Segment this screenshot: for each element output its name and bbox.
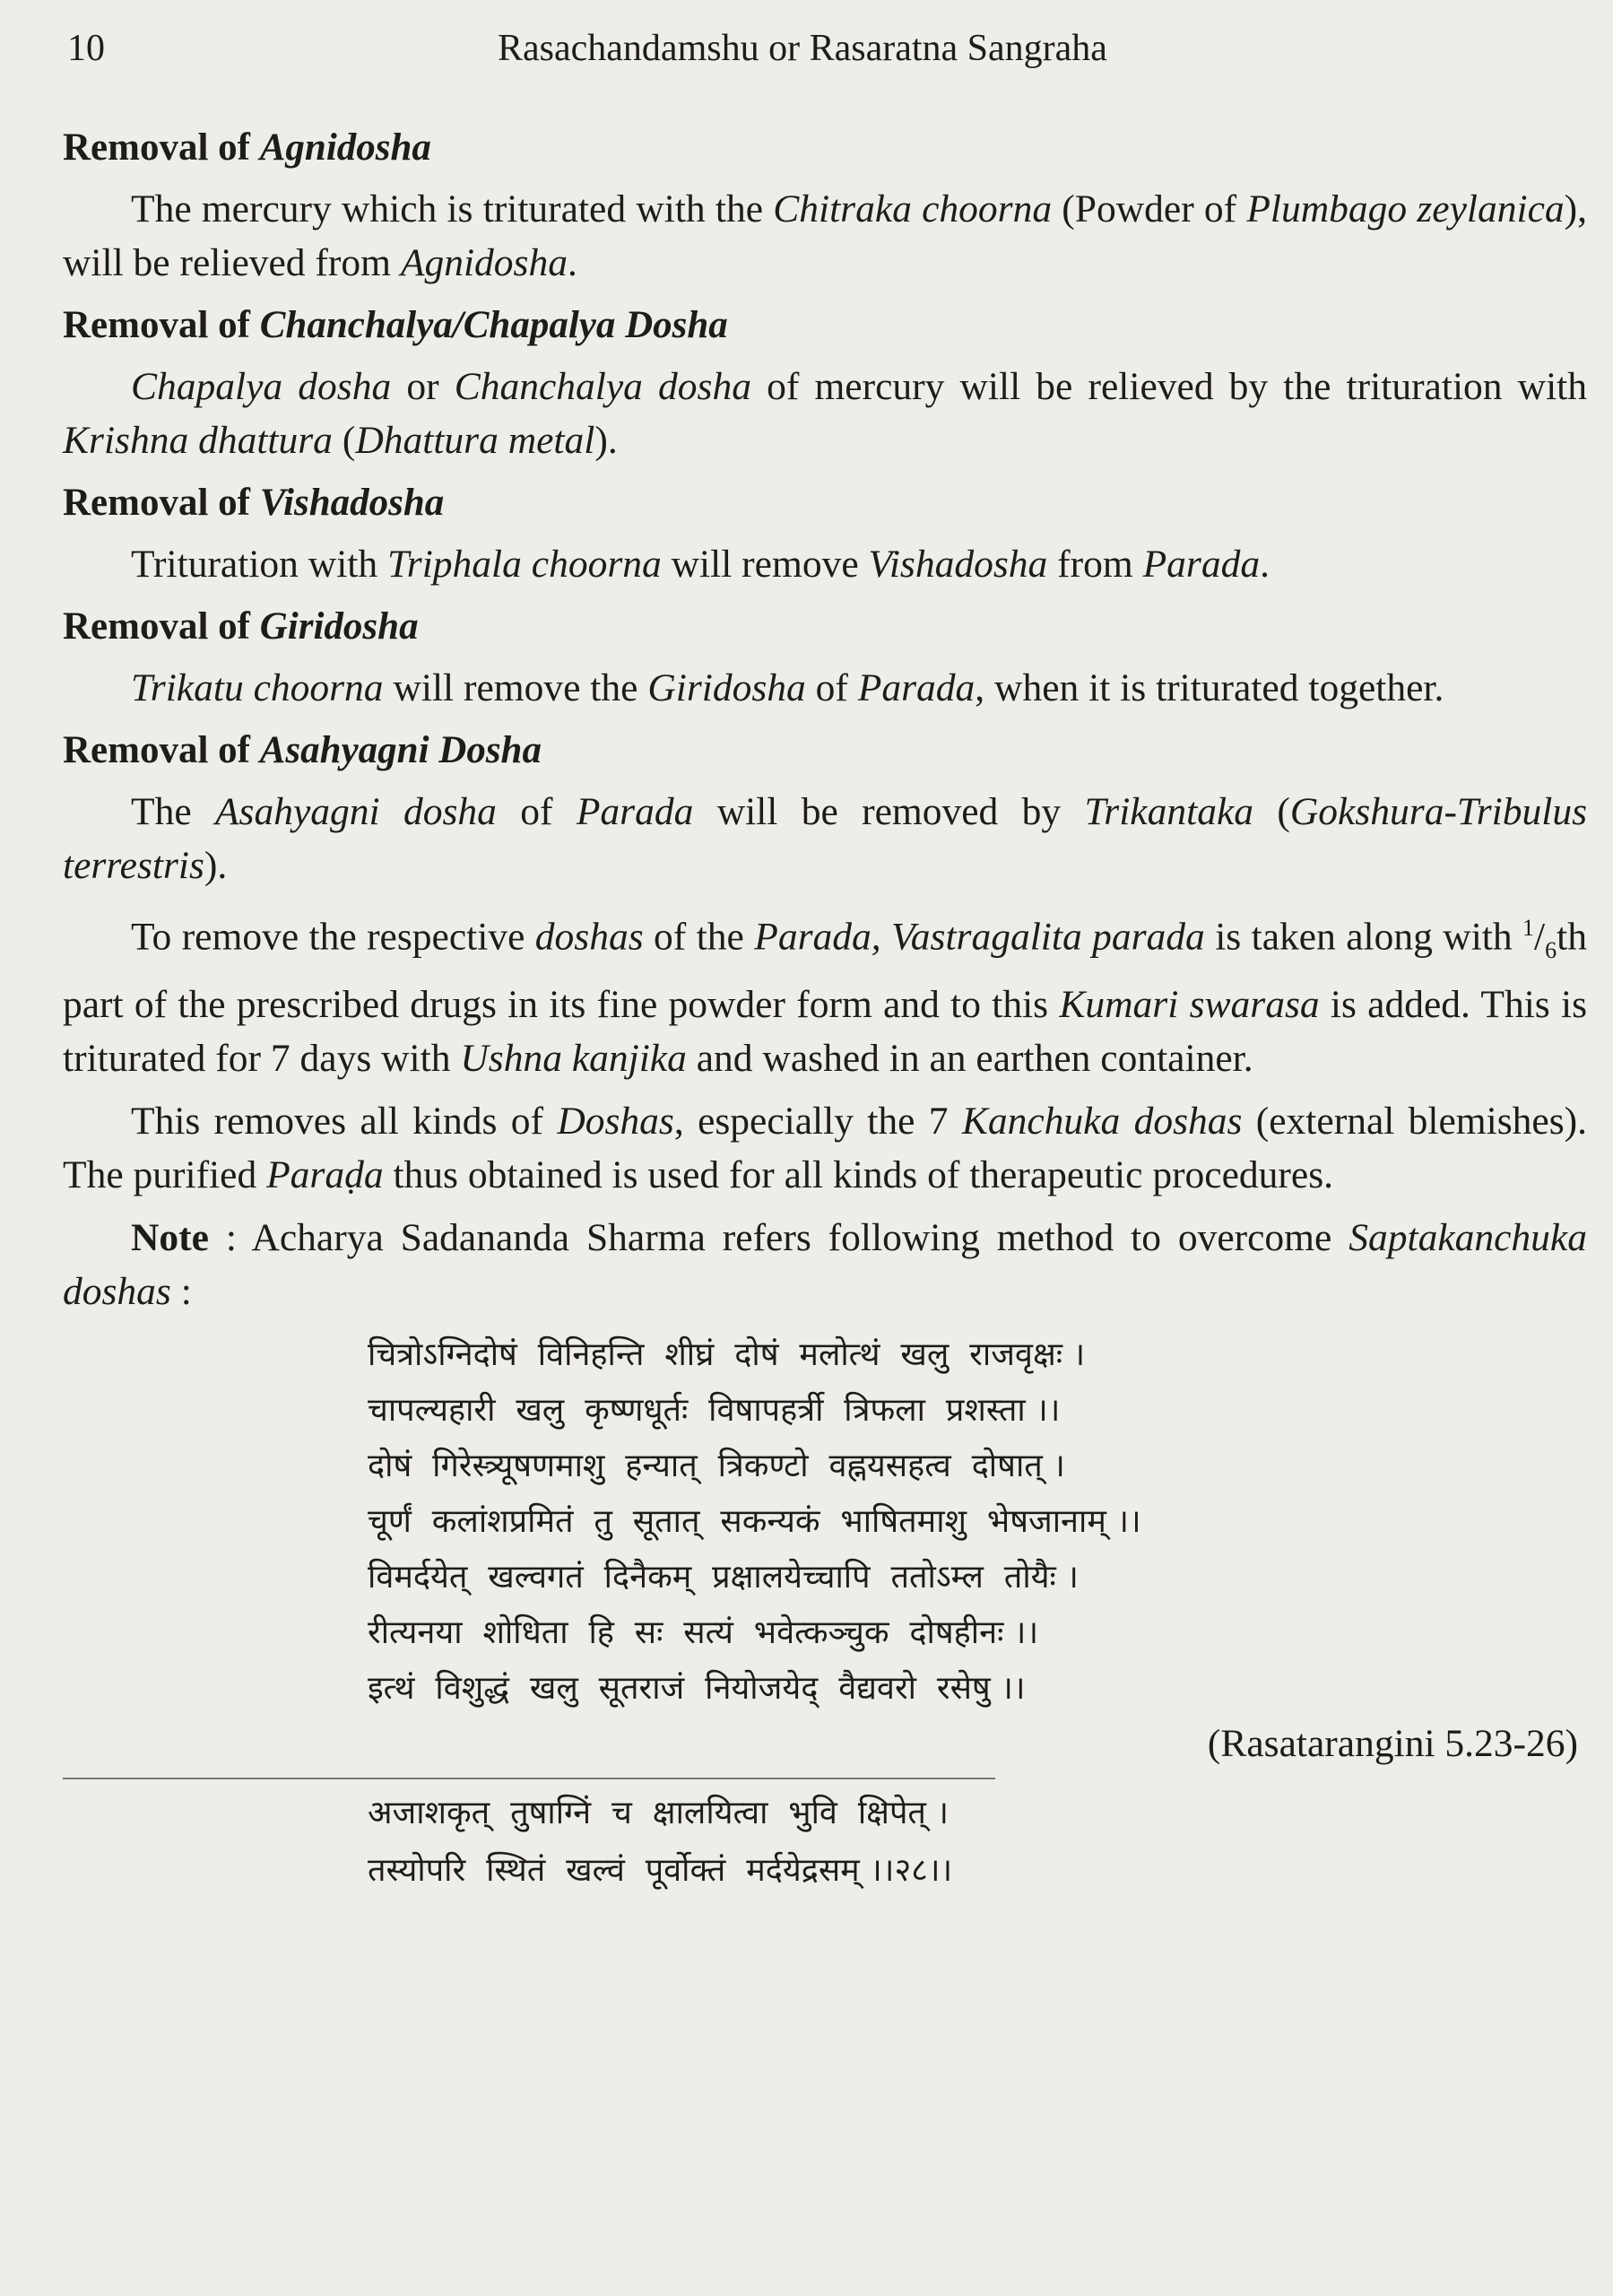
italic-term: Parada bbox=[857, 666, 976, 709]
italic-term: Gokshura-Tribulus terrestris bbox=[63, 790, 1587, 887]
section-body bbox=[63, 661, 1587, 715]
heading-prefix: Removal of bbox=[63, 304, 260, 346]
text-run: The mercury which is triturated with the bbox=[131, 187, 774, 230]
text-run: This removes all kinds of bbox=[131, 1100, 558, 1144]
section-heading bbox=[63, 724, 1587, 778]
italic-term: Vishadosha bbox=[868, 543, 1048, 586]
text-run: , especially the 7 bbox=[673, 1100, 962, 1144]
heading-term: Chanchalya/Chapalya Dosha bbox=[259, 304, 728, 346]
text-run: The bbox=[131, 790, 215, 833]
italic-term: Ushna kanjika bbox=[460, 1037, 687, 1081]
verse-citation: (Rasatarangini 5.23-26) bbox=[1207, 1722, 1578, 1766]
note-label: Note bbox=[131, 1216, 209, 1260]
text-run: ). bbox=[204, 844, 228, 887]
italic-term: doshas bbox=[534, 915, 644, 959]
footer-verse-line: अजाशकृत् तुषाग्निं च क्षालयित्वा भुवि क्षिपेत् । bbox=[368, 1795, 950, 1832]
italic-term: Krishna dhattura bbox=[63, 419, 333, 462]
fraction-numerator: 1 bbox=[1522, 915, 1535, 941]
fraction-denominator: 6 bbox=[1545, 937, 1557, 964]
page-content bbox=[63, 121, 1587, 1900]
text-run: and washed in an earthen container. bbox=[686, 1037, 1253, 1081]
text-run: or bbox=[391, 365, 455, 408]
text-run: : Acharya Sadananda Sharma refers following method to overcome bbox=[208, 1216, 1349, 1260]
text-run: thus obtained is used for all kinds of therapeutic procedures. bbox=[383, 1153, 1334, 1197]
text-run: of bbox=[805, 666, 858, 709]
text-run: is added. This is triturated for 7 days with bbox=[63, 983, 1588, 1081]
text-run: of mercury will be relieved by the trituration with bbox=[750, 365, 1587, 408]
italic-term: Doshas bbox=[557, 1100, 674, 1144]
italic-term: Parada, Vastragalita parada bbox=[754, 915, 1205, 959]
text-run: from bbox=[1047, 543, 1143, 586]
italic-term: Dhattura metal bbox=[355, 419, 595, 462]
section-body bbox=[63, 785, 1587, 892]
italic-term: Giridosha bbox=[647, 666, 806, 709]
text-run: . bbox=[567, 241, 577, 284]
verse-line: चूर्णं कलांशप्रमितं तु सूतात् सकन्यकं भाषितमाशु भेषजानाम् ।। bbox=[368, 1503, 1141, 1541]
heading-prefix: Removal of bbox=[63, 482, 260, 524]
italic-term: Saptakanchuka doshas bbox=[63, 1216, 1587, 1314]
note-paragraph bbox=[63, 1211, 1587, 1318]
italic-term: Agnidosha bbox=[400, 241, 568, 284]
italic-term: Trikatu choorna bbox=[131, 666, 384, 709]
page-number: 10 bbox=[67, 28, 105, 69]
verse-line: इत्थं विशुद्धं खलु सूतराजं नियोजयेद् वैद्यवरो रसेषु ।। bbox=[368, 1670, 1026, 1708]
italic-term: Chitraka choorna bbox=[773, 187, 1053, 230]
text-run: Trituration with bbox=[131, 543, 387, 586]
verse-line: चापल्यहारी खलु कृष्णधूर्तः विषापहर्त्री त्रिफला प्रशस्ता ।। bbox=[368, 1392, 1061, 1430]
italic-term: Chapalya dosha bbox=[131, 365, 392, 408]
italic-term: Chanchalya dosha bbox=[454, 365, 751, 408]
text-run: ), will be relieved from bbox=[63, 187, 1588, 284]
italic-term: Plumbago zeylanica bbox=[1246, 187, 1565, 230]
section-body bbox=[63, 182, 1587, 290]
text-run: of the bbox=[643, 915, 755, 959]
text-run: (external blemishes). The purified bbox=[63, 1100, 1587, 1197]
text-run: will remove the bbox=[383, 666, 648, 709]
text-run: (Powder of bbox=[1052, 187, 1247, 230]
heading-prefix: Removal of bbox=[63, 605, 260, 648]
verse-line: विमर्दयेत् खल्वगतं दिनैकम् प्रक्षालयेच्चापि ततोऽम्ल तोयैः । bbox=[368, 1559, 1079, 1596]
section-heading bbox=[63, 121, 1587, 175]
text-run: : bbox=[170, 1270, 192, 1314]
italic-term: Triphala choorna bbox=[387, 543, 662, 586]
text-run: . bbox=[1260, 543, 1270, 586]
text-run: is taken along with bbox=[1204, 915, 1523, 959]
running-title: Rasachandamshu or Rasaratna Sangraha bbox=[498, 28, 1107, 69]
italic-term: Kumari swarasa bbox=[1059, 983, 1320, 1027]
text-run: will be removed by bbox=[693, 790, 1085, 833]
italic-term: Parada bbox=[1142, 543, 1261, 586]
italic-term: Paraḍa bbox=[266, 1153, 384, 1197]
section-heading bbox=[63, 600, 1587, 654]
heading-prefix: Removal of bbox=[63, 126, 260, 169]
footnote-divider bbox=[63, 1778, 995, 1779]
section-heading bbox=[63, 299, 1587, 352]
text-run: will remove bbox=[661, 543, 869, 586]
text-run: , when it is triturated together. bbox=[975, 666, 1444, 709]
verse-line: चित्रोऽग्निदोषं विनिहन्ति शीघ्रं दोषं मलोत्थं खलु राजवृक्षः । bbox=[368, 1336, 1086, 1374]
heading-term: Asahyagni Dosha bbox=[259, 729, 542, 771]
italic-term: Kanchuka doshas bbox=[961, 1100, 1243, 1144]
paragraph-remove-doshas: To remove the respective doshas of the Parada, Vastragalita parada is taken along with $^1/_6th$ part of the prescribed drugs in its fine powder form and to this Kumari swarasa is added. This is triturated for 7 days with Ushna kanjika and washed in an earthen container. bbox=[63, 915, 1588, 1081]
heading-term: Agnidosha bbox=[259, 126, 431, 169]
text-run: ( bbox=[1253, 790, 1290, 833]
sanskrit-verse-block bbox=[63, 1327, 1587, 1717]
verse-line: दोषं गिरेस्त्र्यूषणमाशु हन्यात् त्रिकण्टो वह्नयसहत्व दोषात् । bbox=[368, 1448, 1065, 1485]
text-run: To remove the respective bbox=[131, 915, 535, 959]
section-body bbox=[63, 360, 1587, 467]
text-run: th part of the prescribed drugs in its fine powder form and to this bbox=[63, 915, 1587, 1027]
heading-term: Giridosha bbox=[259, 605, 419, 648]
footer-verse-line: तस्योपरि स्थितं खल्वं पूर्वोक्तं मर्दयेद्रसम् ।।२८।। bbox=[368, 1852, 953, 1890]
heading-prefix: Removal of bbox=[63, 729, 260, 771]
italic-term: Asahyagni dosha bbox=[214, 790, 497, 833]
verse-line: रीत्यनया शोधिता हि सः सत्यं भवेत्कञ्चुक दोषहीनः ।। bbox=[368, 1614, 1039, 1652]
heading-term: Vishadosha bbox=[259, 482, 445, 524]
italic-term: Parada bbox=[576, 790, 694, 833]
text-run: ( bbox=[332, 419, 356, 462]
text-run: of bbox=[496, 790, 577, 833]
paragraph-removes-all bbox=[63, 1094, 1587, 1202]
section-body bbox=[63, 537, 1587, 591]
section-heading bbox=[63, 476, 1587, 530]
text-run: ). bbox=[594, 419, 618, 462]
italic-term: Trikantaka bbox=[1084, 790, 1254, 833]
